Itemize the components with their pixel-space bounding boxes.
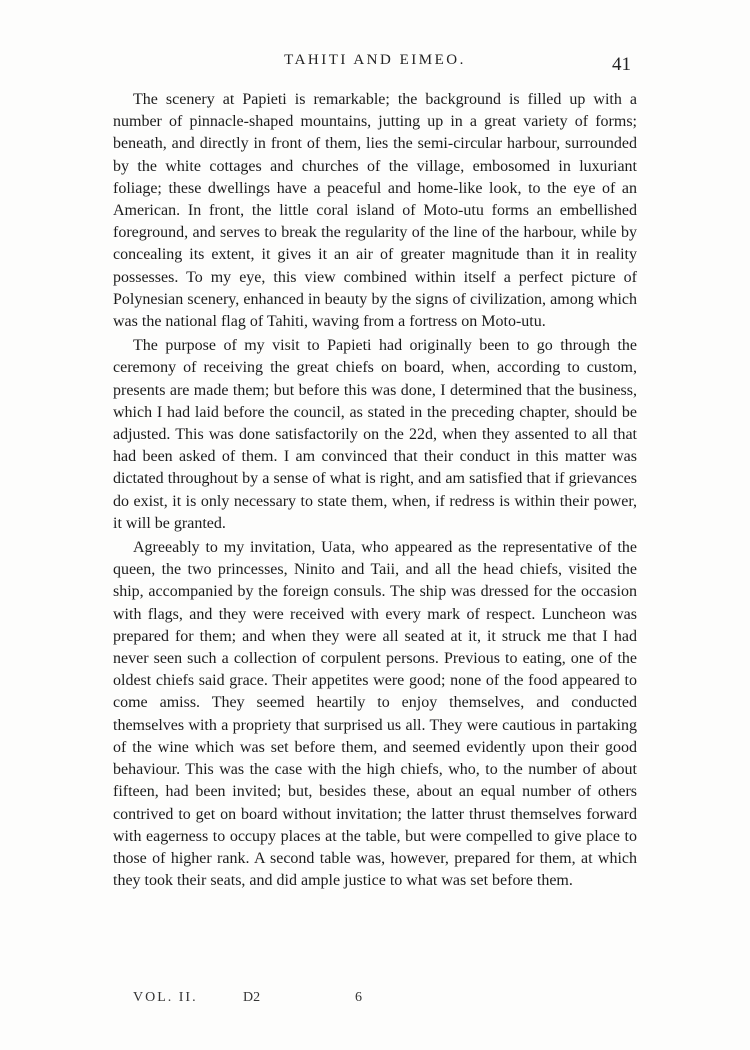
- paragraph-purpose-of-visit: The purpose of my visit to Papieti had originally been to go through the ceremony of receiving the great chiefs on board, when, according to custom, presents are made them; but before this was done, I determined that the business, which I had laid before the council, as stated in the preceding chapter, should be adjusted. This was done satisfactorily on the 22d, when they assented to all that had been asked of them. I am convinced that their conduct in this matter was dictated throughout by a sense of what is right, and am satisfied that if grievances do exist, it is only necessary to state them, when, if redress is within their power, it will be granted.: [113, 337, 637, 532]
- page-number: 41: [612, 54, 631, 75]
- paragraph-scenery: The scenery at Papieti is remarkable; the background is filled up with a number of pinnacle-shaped mountains, jutting up in a great variety of forms; beneath, and directly in front of them, lies the semi-circular harbour, surrounded by the white cottages and churches of the village, embosomed in luxuriant foliage; these dwellings have a peaceful and home-like look, to the eye of an American. In front, the little coral island of Moto-utu forms an embellished foreground, and serves to break the regularity of the line of the harbour, while by concealing its extent, it gives it an air of greater magnitude than it in reality possesses. To my eye, this view combined within itself a perfect picture of Polynesian scenery, enhanced in beauty by the signs of civilization, among which was the national flag of Tahiti, waving from a fortress on Moto-utu.: [113, 91, 637, 331]
- paragraph-chiefs-visit: Agreeably to my invitation, Uata, who appeared as the representative of the queen, the two princesses, Ninito and Taii, and all the head chiefs, visited the ship, accompanied by the foreign consuls. The ship was dressed for the occasion with flags, and they were received with every mark of respect. Luncheon was prepared for them; and when they were all seated at it, it struck me that I had never seen such a collection of corpulent persons. Previous to eating, one of the oldest chiefs said grace. Their appetites were good; none of the food appeared to come amiss. They seemed heartily to enjoy themselves, and conducted themselves with a propriety that surprised us all. They were cautious in partaking of the wine which was set before them, and seemed evidently upon their good behaviour. This was the case with the high chiefs, who, to the number of about fifteen, had been invited; but, besides these, about an equal number of others contrived to get on board without invitation; the latter thrust themselves forward with eagerness to occupy places at the table, but were compelled to give place to those of higher rank. A second table was, however, prepared for them, at which they took their seats, and did ample justice to what was set before them.: [113, 539, 637, 890]
- footer-signature: D2: [243, 990, 261, 1005]
- footer-sheet-number: 6: [355, 990, 362, 1005]
- footer-volume: VOL. II.: [133, 990, 198, 1005]
- body-text: [113, 89, 637, 894]
- page-footer: [0, 990, 750, 1010]
- running-head-title: TAHITI AND EIMEO.: [284, 52, 466, 68]
